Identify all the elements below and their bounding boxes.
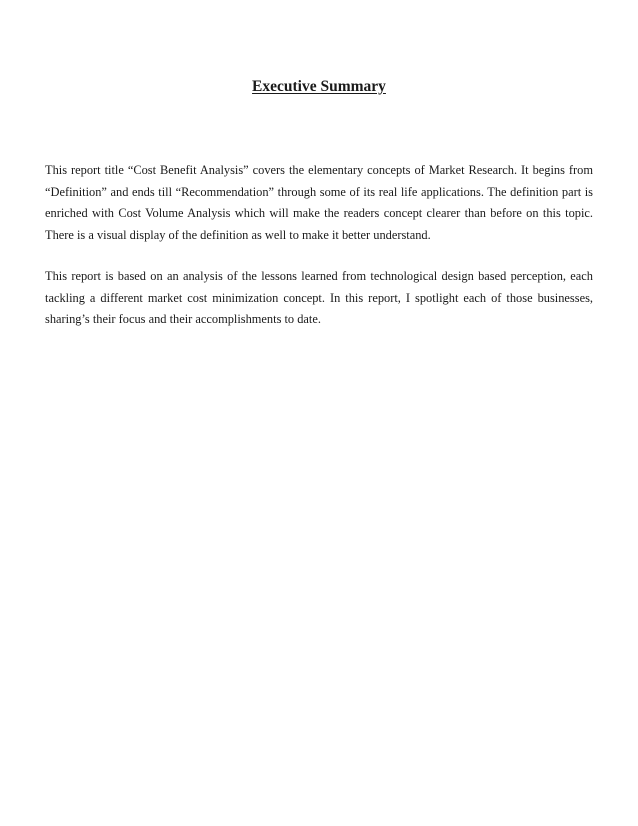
summary-paragraph-2: This report is based on an analysis of the lessons learned from technological design based perception, each tackling a different market cost minimization concept. In this report, I spotlight each of those businesses, sharing’s their focus and their accomplishments to date. xyxy=(45,269,593,326)
summary-body xyxy=(45,160,593,331)
page-title: Executive Summary xyxy=(252,78,386,95)
summary-paragraph-1: This report title “Cost Benefit Analysis” covers the elementary concepts of Market Research. It begins from “Definition” and ends till “Recommendation” through some of its real life applications. The definition part is enriched with Cost Volume Analysis which will make the readers concept clearer than before on this topic. There is a visual display of the definition as well to make it better understand. xyxy=(45,163,593,242)
